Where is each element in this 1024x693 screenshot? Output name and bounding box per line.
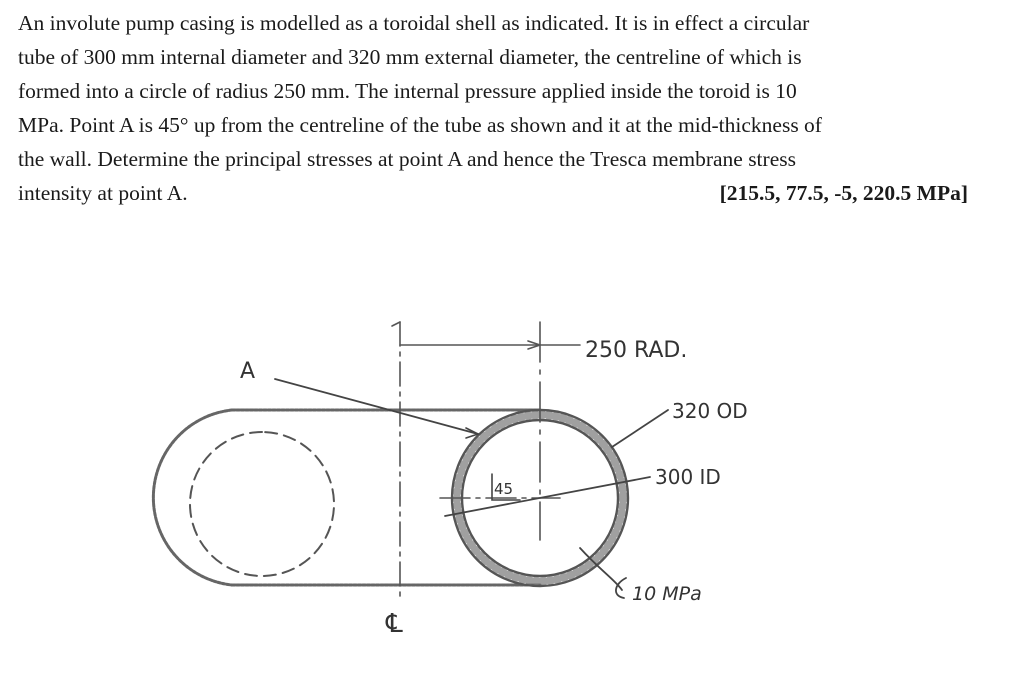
problem-line: An involute pump casing is modelled as a toroidal shell as indicated. It is in effect a circular <box>18 11 810 35</box>
answer-text: [215.5, 77.5, -5, 220.5 MPa] <box>719 181 968 205</box>
angle-label: 45 <box>494 480 514 498</box>
radius-label: 250 RAD. <box>585 338 688 363</box>
centreline-symbol: ℄ <box>386 609 403 639</box>
axis-top-tick <box>392 322 400 326</box>
problem-line: MPa. Point A is 45° up from the centreline of the tube as shown and it at the mid-thickness of <box>18 113 822 137</box>
problem-line: formed into a circle of radius 250 mm. The internal pressure applied inside the toroid is 10 <box>18 79 797 103</box>
inner-diameter-label: 300 ID <box>655 465 721 489</box>
od-leader <box>612 410 668 447</box>
point-a-label: A <box>240 359 256 384</box>
point-a-leader <box>275 379 478 434</box>
pressure-label: 10 MPa <box>632 583 702 605</box>
left-inner-dashed-circle <box>190 432 334 576</box>
problem-line: tube of 300 mm internal diameter and 320 mm external diameter, the centreline of which is <box>18 45 802 69</box>
problem-line: the wall. Determine the principal stresses at point A and hence the Tresca membrane stress <box>18 147 796 171</box>
problem-line: intensity at point A. <box>18 181 188 205</box>
toroid-left-end <box>153 410 232 585</box>
outer-diameter-label: 320 OD <box>672 399 748 423</box>
